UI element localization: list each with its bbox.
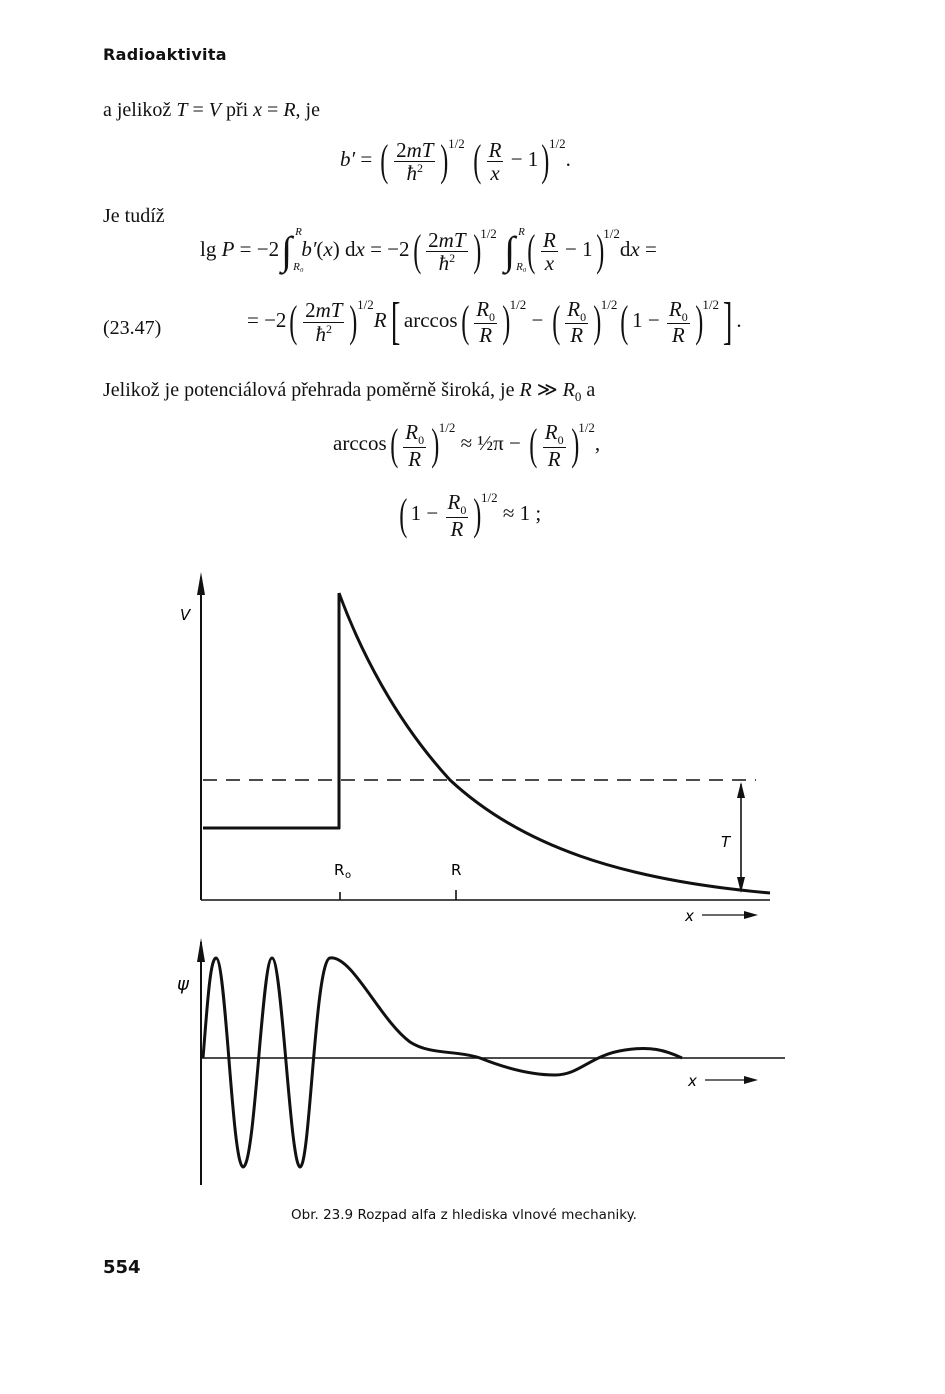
- equation-b-prime: b′ = ( $\frac{2mT}{ħ^2}$ )$^{1/2}$ ( $\frac{R}{x}$ − 1)$^{1/2}$.: [340, 136, 571, 186]
- v-axis-arrow: [197, 572, 205, 595]
- psi-axis-arrow: [197, 938, 205, 962]
- axis-v-label: V: [180, 606, 191, 624]
- tudiz-label: Je tudíž: [103, 205, 165, 227]
- x-arrow-top-head: [744, 911, 758, 919]
- page-number: 554: [103, 1257, 141, 1278]
- intro-line: a jelikož T = V při x = R, je: [103, 99, 320, 121]
- wavefunction-plot: [177, 938, 785, 1185]
- figure-caption: Obr. 23.9 Rozpad alfa z hlediska vlnové mechaniky.: [291, 1207, 637, 1223]
- approximation-one: ( 1 − $\frac{R_0}{R}$ )$^{1/2}$ ≈ 1 ;: [399, 489, 542, 541]
- t-arrow-head-top: [737, 782, 745, 798]
- x-arrow-bottom-head: [744, 1076, 758, 1084]
- tick-r-label: R: [451, 861, 462, 879]
- approximation-arccos: arccos( $\frac{R_0}{R}$ )$^{1/2}$ ≈ ½π − ( $\frac{R_0}{R}$ )$^{1/2}$,: [333, 419, 601, 471]
- coulomb-barrier-curve: [339, 593, 770, 893]
- t-label: T: [721, 833, 731, 851]
- tick-r0-label: R: [334, 861, 345, 879]
- axis-psi-label: ψ: [177, 974, 189, 995]
- equation-lg-p: lg P = −2∫ R R₀ b′(x) dx = −2( $\frac{2mT}{ħ^2}$ )$^{1/2}$ ∫ R R₀ ( $\frac{R}{x}$ − 1)$^{1/2}$dx =: [200, 226, 657, 276]
- potential-plot: [180, 572, 770, 925]
- wavefunction-curve: [203, 958, 682, 1167]
- axis-x-label-top: x: [685, 907, 694, 925]
- running-head: Radioaktivita: [103, 45, 227, 64]
- equation-number: (23.47): [103, 317, 162, 339]
- paragraph: Jelikož je potenciálová přehrada poměrně široká, je R ≫ $R_0$ a: [103, 379, 596, 404]
- equation-23-47: = −2( $\frac{2mT}{ħ^2}$ )$^{1/2}$R[ arccos( $\frac{R_0}{R}$ )$^{1/2}$ − ( $\frac{R_0}{R}$ )$^{1/2}$( 1 − $\frac{R_0}{R}$ )$^{1/2}$] .: [247, 293, 742, 350]
- tick-r0-sub: o: [345, 870, 352, 881]
- axis-x-label-bottom: x: [688, 1072, 697, 1090]
